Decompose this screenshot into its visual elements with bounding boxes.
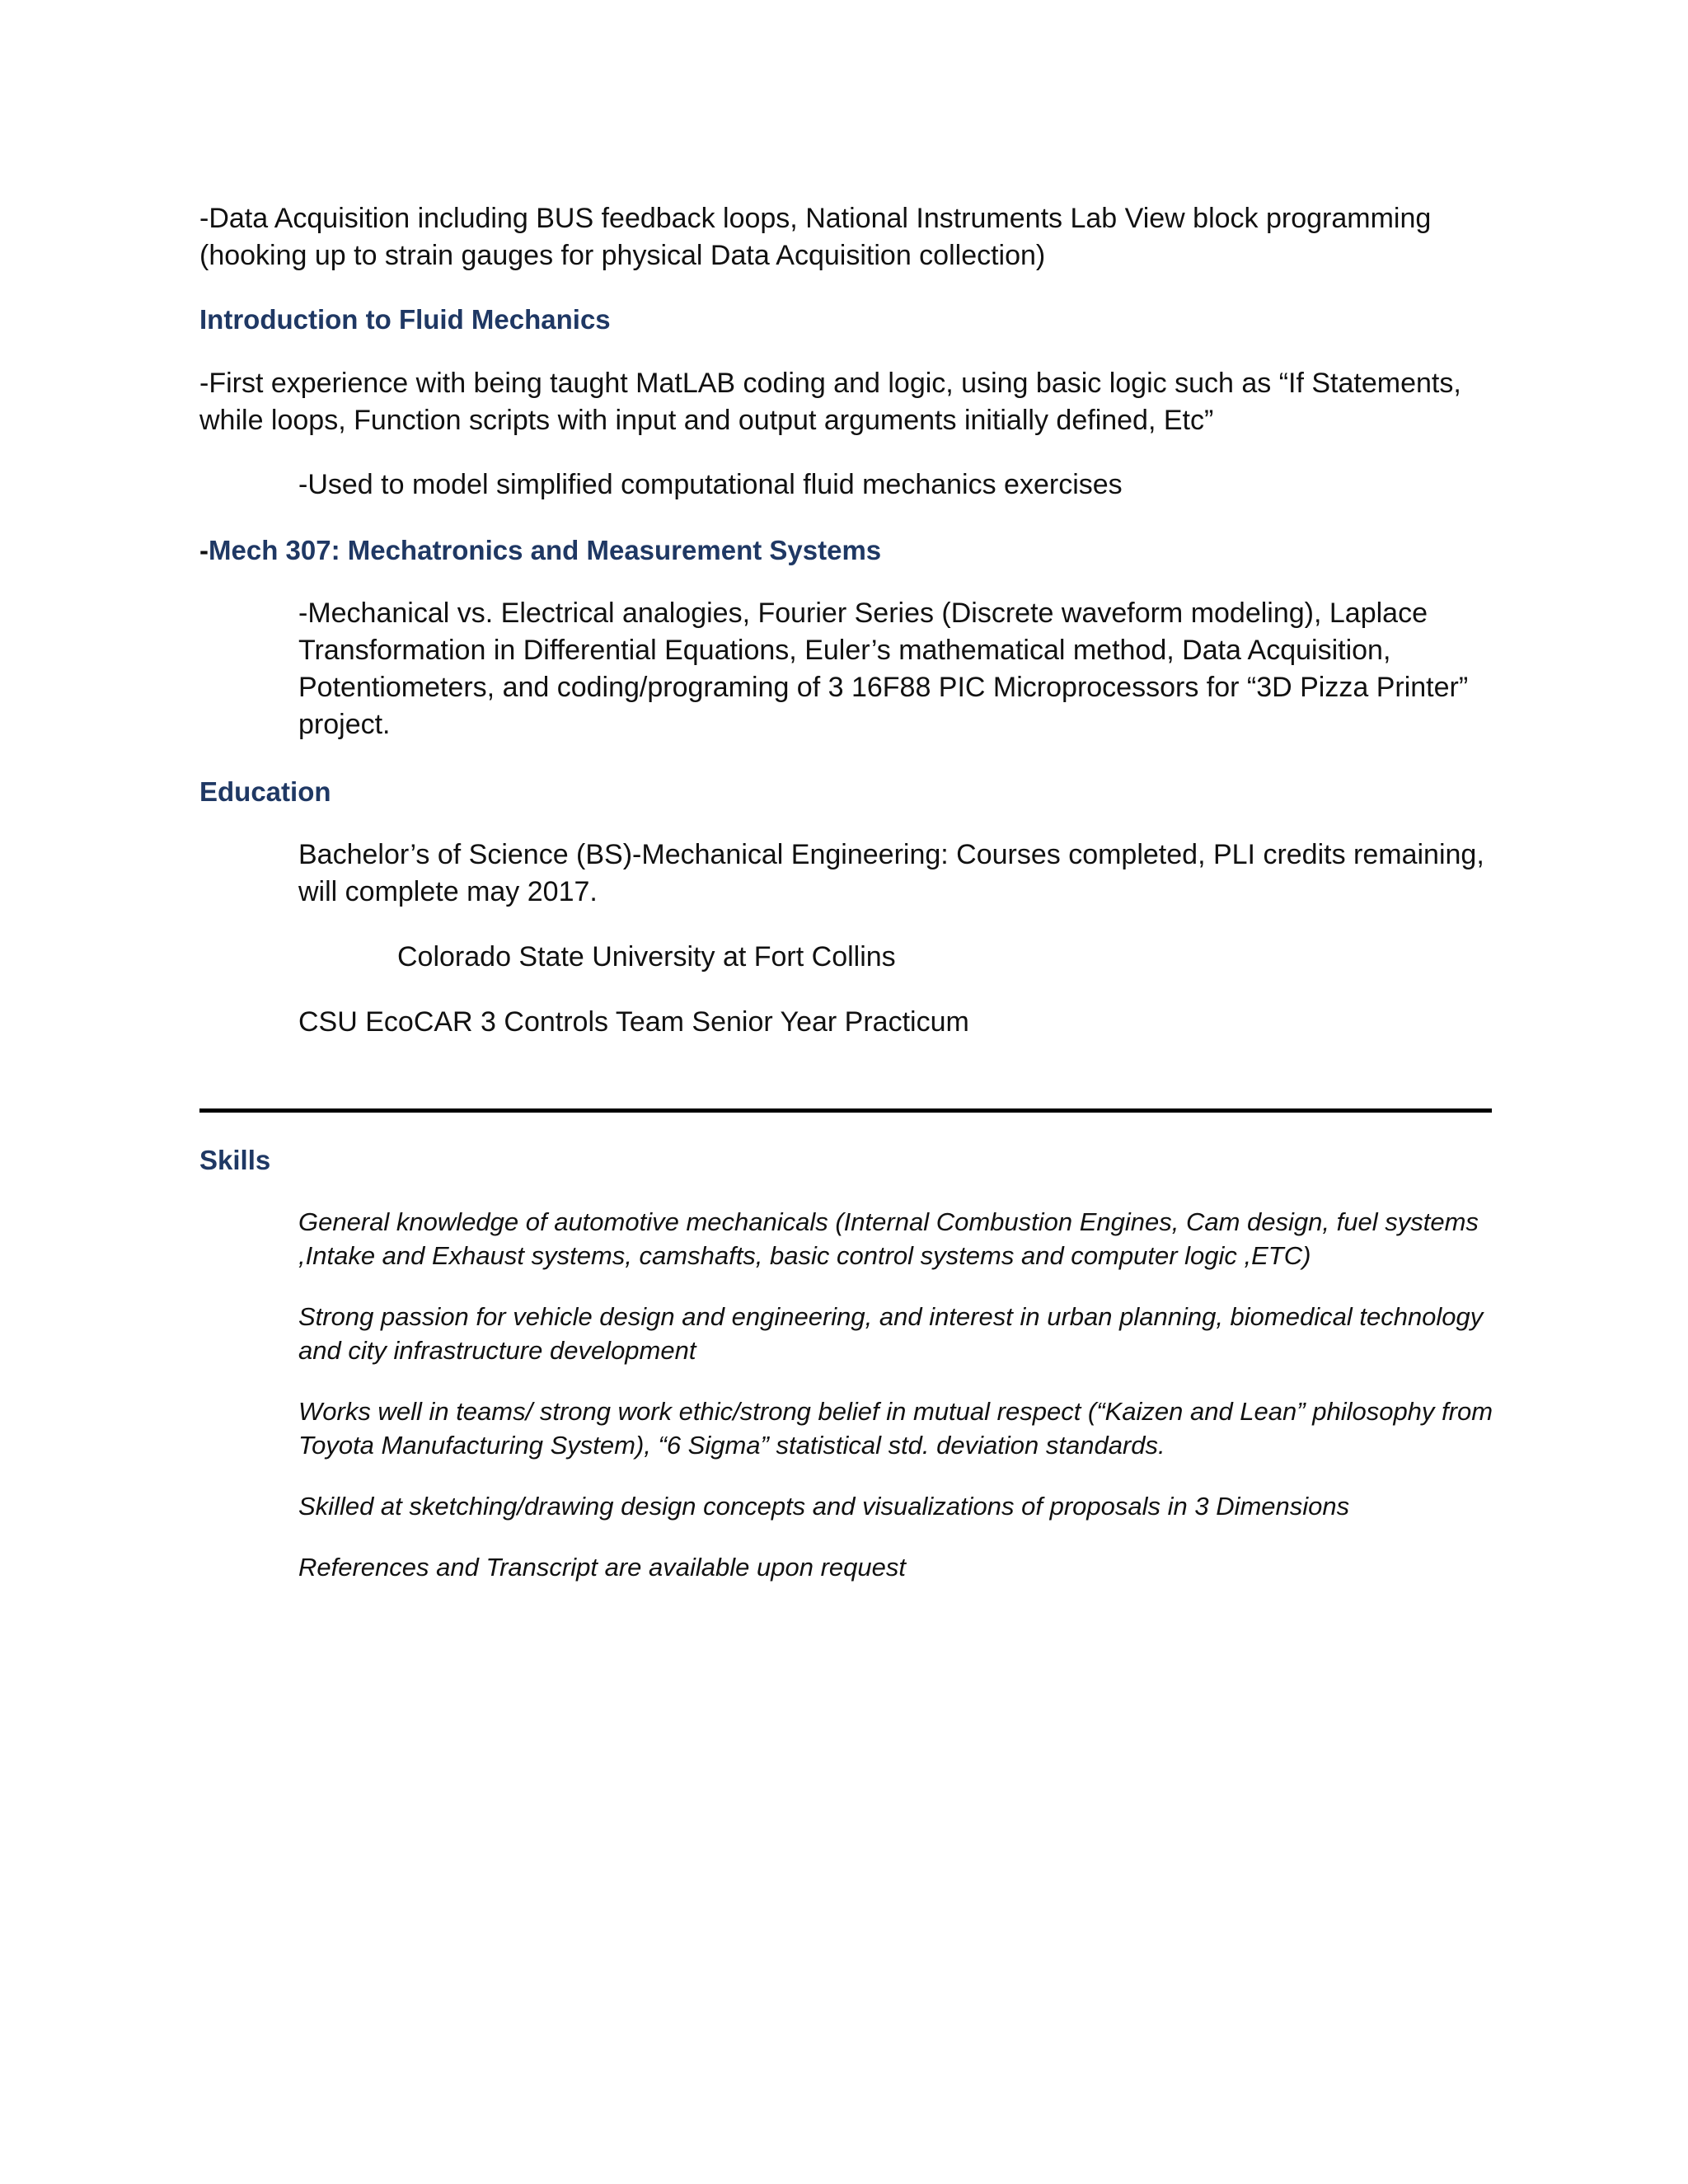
daq-paragraph: -Data Acquisition including BUS feedback loops, National Instruments Lab View block programming (hooking up to strain gauges for physical Data Acquisition collection) (199, 203, 1432, 271)
skills-item: Skilled at sketching/drawing design concepts and visualizations of proposals in 3 Dimensions (298, 1492, 1350, 1521)
skills-item: General knowledge of automotive mechanicals (Internal Combustion Engines, Cam design, fuel systems ,Intake and Exhaust systems, camshafts, basic control systems and computer logic ,ETC) (298, 1207, 1479, 1270)
fluid-mechanics-paragraph: -First experience with being taught MatLAB coding and logic, using basic logic such as “If Statements, while loops, Function scripts with input and output arguments initially defined, Etc” (199, 368, 1461, 436)
fluid-mechanics-subparagraph: -Used to model simplified computational fluid mechanics exercises (298, 469, 1123, 500)
skills-item: Works well in teams/ strong work ethic/strong belief in mutual respect (“Kaizen and Lean” philosophy from Toyota Manufacturing System), “6 Sigma” statistical std. deviation standards. (298, 1397, 1493, 1460)
mech307-heading (199, 532, 1485, 569)
education-degree: Bachelor’s of Science (BS)-Mechanical Engineering: Courses completed, PLI credits remaining, will complete may 2017. (298, 839, 1484, 907)
skills-heading: Skills (199, 1145, 271, 1175)
skills-item: Strong passion for vehicle design and engineering, and interest in urban planning, biomedical technology and city infrastructure development (298, 1302, 1484, 1365)
mech307-paragraph: -Mechanical vs. Electrical analogies, Fourier Series (Discrete waveform modeling), Laplace Transformation in Differential Equations, Euler’s mathematical method, Data Acquisition, Potentiometers, and coding/programing of 3 16F88 PIC Microprocessors for “3D Pizza Printer” project. (298, 598, 1469, 740)
section-divider (199, 1108, 1492, 1113)
education-university: Colorado State University at Fort Collins (397, 941, 896, 972)
mech307-heading-dash: - (199, 535, 209, 565)
education-heading: Education (199, 776, 331, 807)
skills-item: References and Transcript are available upon request (298, 1553, 906, 1582)
fluid-mechanics-heading: Introduction to Fluid Mechanics (199, 304, 611, 335)
mech307-heading-text: Mech 307: Mechatronics and Measurement Systems (209, 535, 882, 565)
education-practicum: CSU EcoCAR 3 Controls Team Senior Year Practicum (298, 1006, 969, 1038)
